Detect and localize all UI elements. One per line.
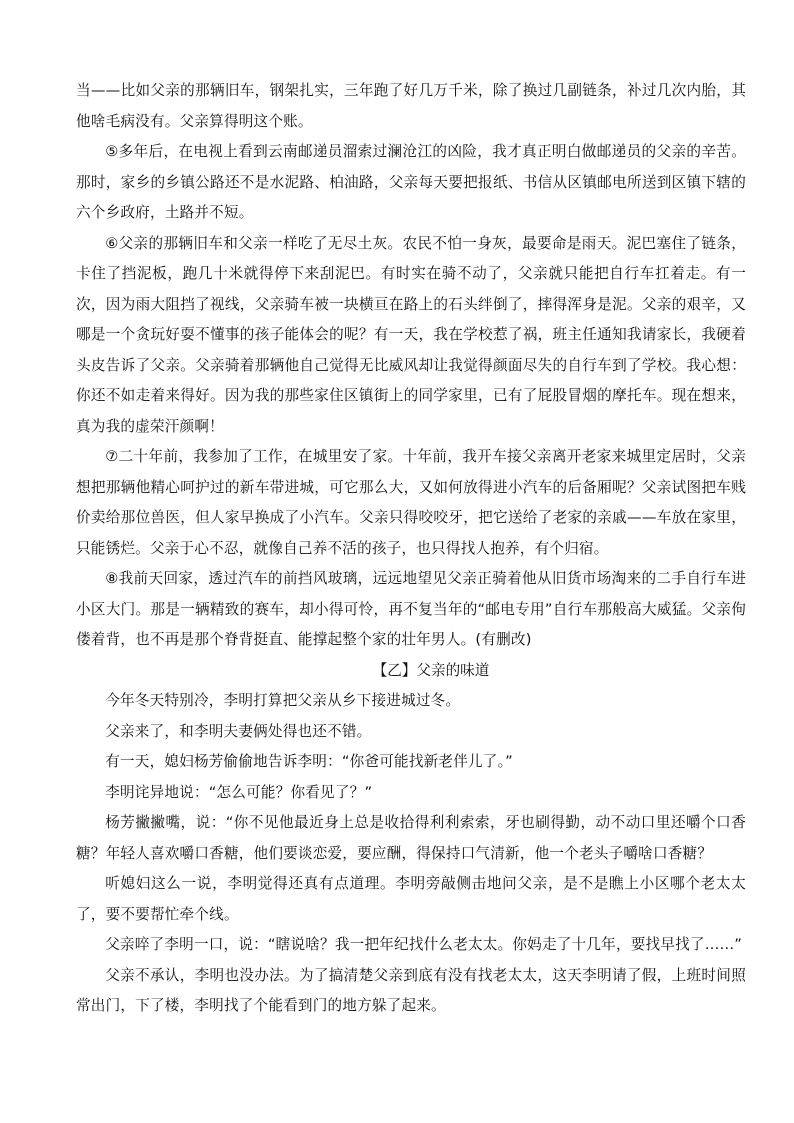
paragraph-8: ⑧我前天回家，透过汽车的前挡风玻璃，远远地望见父亲正骑着他从旧货市场淘来的二手自行车进小区大门。那是一辆精致的赛车，却小得可怜，再不复当年的“邮电专用”自行车那般高大威猛。父亲佝偻着背，也不再是那个脊背挺直、能撑起整个家的壮年男人。(有删改) (76, 570, 746, 648)
story-paragraph: 父亲来了，和李明夫妻俩处得也还不错。 (105, 722, 372, 740)
paragraph-5: ⑤多年后，在电视上看到云南邮递员溜索过澜沧江的凶险，我才真正明白做邮递员的父亲的辛苦。那时，家乡的乡镇公路还不是水泥路、柏油路，父亲每天要把报纸、书信从区镇邮电所送到区镇下辖的六个乡政府，土路并不短。 (76, 143, 746, 221)
story-paragraph: 父亲不承认，李明也没办法。为了搞清楚父亲到底有没有找老太太，这天李明请了假，上班时间照常出门，下了楼，李明找了个能看到门的地方躲了起来。 (76, 966, 746, 1014)
section-title: 【乙】父亲的味道 (372, 661, 490, 679)
story-paragraph: 杨芳撇撇嘴，说：“你不见他最近身上总是收拾得利利索索，牙也刷得勤，动不动口里还嚼个口香糖？年轻人喜欢嚼口香糖，他们要谈恋爱，要应酬，得保持口气清新，他一个老头子嚼啥口香糖？ (76, 814, 746, 862)
story-paragraph: 李明诧异地说：“怎么可能？你看见了？” (105, 783, 373, 801)
document-body (76, 76, 746, 1022)
story-paragraph: 听媳妇这么一说，李明觉得还真有点道理。李明旁敲侧击地问父亲，是不是瞧上小区哪个老太太了，要不要帮忙牵个线。 (76, 875, 746, 923)
story-paragraph: 今年冬天特别冷，李明打算把父亲从乡下接进城过冬。 (105, 692, 461, 709)
paragraph-continuation: 当——比如父亲的那辆旧车，钢架扎实，三年跑了好几万千米，除了换过几副链条，补过几次内胎，其他啥毛病没有。父亲算得明这个账。 (76, 82, 746, 130)
paragraph-6: ⑥父亲的那辆旧车和父亲一样吃了无尽土灰。农民不怕一身灰，最要命是雨天。泥巴塞住了链条，卡住了挡泥板，跑几十米就得停下来刮泥巴。有时实在骑不动了，父亲就只能把自行车扛着走。有一次，因为雨大阻挡了视线，父亲骑车被一块横亘在路上的石头绊倒了，摔得浑身是泥。父亲的艰辛，又哪是一个贪玩好耍不懂事的孩子能体会的呢？有一天，我在学校惹了祸，班主任通知我请家长，我硬着头皮告诉了父亲。父亲骑着那辆他自己觉得无比威风却让我觉得颜面尽失的自行车到了学校。我心想：你还不如走着来得好。因为我的那些家住区镇街上的同学家里，已有了屁股冒烟的摩托车。现在想来，真为我的虚荣汗颜啊！ (76, 234, 746, 435)
story-paragraph: 有一天，媳妇杨芳偷偷地告诉李明：“你爸可能找新老伴儿了。” (105, 753, 513, 770)
paragraph-7: ⑦二十年前，我参加了工作，在城里安了家。十年前，我开车接父亲离开老家来城里定居时，父亲想把那辆他精心呵护过的新车带进城，可它那么大，又如何放得进小汽车的后备厢呢？父亲试图把车贱价卖给那位兽医，但人家早换成了小汽车。父亲只得咬咬牙，把它送给了老家的亲戚——车放在家里，只能锈烂。父亲于心不忍，就像自己养不活的孩子，也只得找人抱养，有个归宿。 (76, 448, 746, 557)
story-paragraph: 父亲啐了李明一口，说：“瞎说啥？我一把年纪找什么老太太。你妈走了十几年，要找早找了……” (105, 936, 743, 953)
